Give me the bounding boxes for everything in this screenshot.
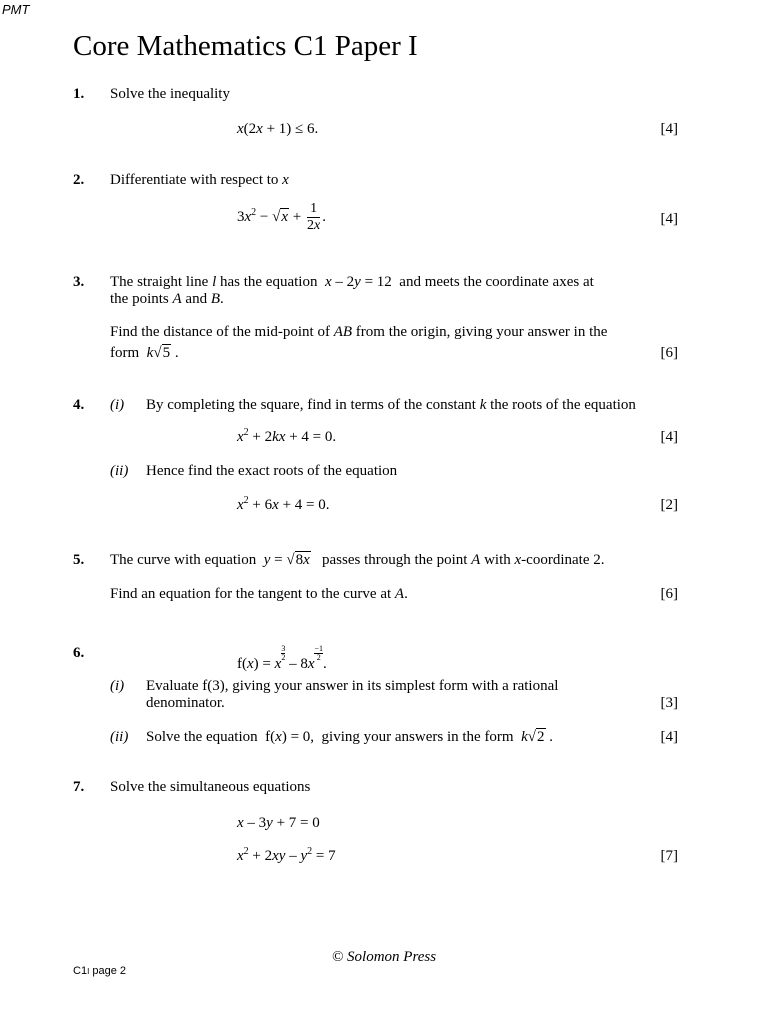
question-7-number: 7. [73,779,85,795]
question-5-number: 5. [73,552,85,568]
question-4-part-ii-equation: $x^2 + 6x + 4 = 0$. [237,495,330,513]
question-2-text: Differentiate with respect to x [110,172,289,188]
question-4-part-ii-label: (ii) [110,463,129,479]
question-6-part-i-marks: [3] [660,695,678,711]
question-7-equation-1: x – 3y + 7 = 0 [237,815,320,831]
question-3-line-2: the points A and B. [110,291,224,307]
question-3-marks: [6] [660,345,678,361]
question-6-part-ii-marks: [4] [660,729,678,745]
question-1-marks: [4] [660,121,678,137]
question-4-part-ii-marks: [2] [660,497,678,513]
question-5-marks: [6] [660,586,678,602]
question-4-part-i-label: (i) [110,397,125,413]
question-6-part-i-text: Evaluate f(3), giving your answer in its simplest form with a rational [146,678,559,694]
question-6-part-i-text-2: denominator. [146,695,225,711]
question-2-number: 2. [73,172,85,188]
question-7-equation-2: $x^2 + 2xy - y^2 = 7$ [237,846,336,864]
question-3-line-1: The straight line l has the equation x – 2y = 12 and meets the coordinate axes at [110,274,594,290]
page-title: Core Mathematics C1 Paper I [73,30,418,62]
question-2-expression: $3x^2 - √x$ + $\frac{1}{2x}$ . [237,201,326,233]
question-5-line-1: The curve with equation y = √8x passes through the point A with x-coordinate 2. [110,552,605,568]
page-reference: C1I page 2 [73,965,126,977]
question-6-function: f(x) = x $\frac{3}{2}$ – 8x $\frac{-1}{2}$ . [237,644,327,672]
question-5-line-2: Find an equation for the tangent to the curve at A. [110,586,408,602]
question-6-number: 6. [73,645,85,661]
question-1-inequality: x(2x + 1) ≤ 6. [237,121,319,137]
question-4-part-i-marks: [4] [660,429,678,445]
question-3-line-4: form k√5 . [110,345,179,361]
question-2-marks: [4] [660,211,678,227]
question-4-part-ii-text: Hence find the exact roots of the equation [146,463,398,479]
question-3-number: 3. [73,274,85,290]
question-3-line-3: Find the distance of the mid-point of AB from the origin, giving your answer in the [110,324,608,340]
question-4-part-i-text: By completing the square, find in terms of the constant k the roots of the equation [146,397,636,413]
question-7-marks: [7] [660,848,678,864]
question-4-part-i-equation: $x^2 + 2kx + 4 = 0$. [237,427,337,445]
question-1-number: 1. [73,86,85,102]
pmt-watermark: PMT [2,2,30,17]
question-6-part-ii-text: Solve the equation f(x) = 0, giving your answers in the form k√2 . [146,729,554,745]
question-7-text: Solve the simultaneous equations [110,779,311,795]
copyright-footer: © Solomon Press [331,949,437,965]
question-6-part-i-label: (i) [110,678,125,694]
question-4-number: 4. [73,397,85,413]
question-6-part-ii-label: (ii) [110,729,129,745]
question-1-text: Solve the inequality [110,86,230,102]
